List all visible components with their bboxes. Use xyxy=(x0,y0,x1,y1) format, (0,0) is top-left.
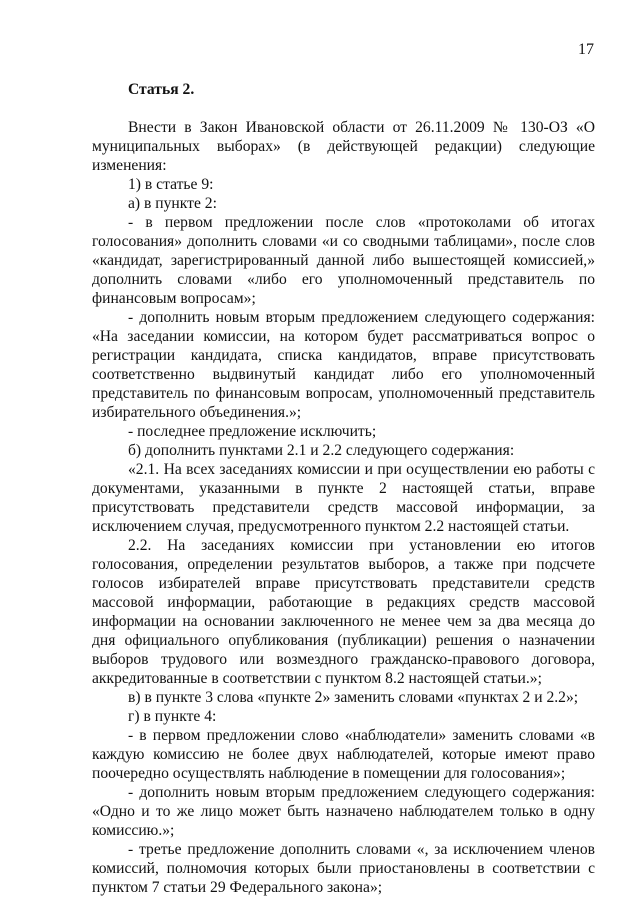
paragraph-intro: Внести в Закон Ивановской области от 26.11.2009 № 130-ОЗ «О муниципальных выборах» (в действующей редакции) следующие изменения: xyxy=(92,119,595,174)
paragraph-amendment: - дополнить новым вторым предложением следующего содержания: «На заседании комиссии, на котором будет рассматриваться вопрос о регистрации кандидата, списка кандидатов, вправе присутствовать соответственно выдвинутый кандидат либо его уполномоченный представитель по финансовым вопросам, уполномоченный представитель избирательного объединения.»; xyxy=(92,309,595,421)
paragraph-amendment: - в первом предложении после слов «протоколами об итогах голосования» дополнить словами «и со сводными таблицами», после слов «кандидат, зарегистрированный данной либо вышестоящей комиссией,» дополнить словами «либо его уполномоченный представитель по финансовым вопросам»; xyxy=(92,214,595,307)
paragraph-amendment: - третье предложение дополнить словами «, за исключением членов комиссий, полномочия которых были приостановлены в соответствии с пунктом 7 статьи 29 Федерального закона»; xyxy=(92,841,595,896)
paragraph-amendment: - в первом предложении слово «наблюдатели» заменить словами «в каждую комиссию не более двух наблюдателей, которые имеют право поочередно осуществлять наблюдение в помещении для голосования»; xyxy=(92,727,595,782)
paragraph-amendment: - дополнить новым вторым предложением следующего содержания: «Одно и то же лицо может быть назначено наблюдателем только в одну комиссию.»; xyxy=(92,784,595,839)
paragraph-subitem-g: г) в пункте 4: xyxy=(128,708,217,725)
paragraph-subitem-v: в) в пункте 3 слова «пункте 2» заменить словами «пунктах 2 и 2.2»; xyxy=(128,689,579,706)
paragraph-quoted-clause: «2.1. На всех заседаниях комиссии и при осуществлении ею работы с документами, указанными в пункте 2 настоящей статьи, вправе присутствовать представители средств массовой информации, за исключением случая, предусмотренного пунктом 2.2 настоящей статьи. xyxy=(92,461,595,535)
paragraph-subitem-a: а) в пункте 2: xyxy=(128,195,217,212)
article-title: Статья 2. xyxy=(128,81,195,98)
paragraph-amendment: - последнее предложение исключить; xyxy=(128,423,377,440)
document-body xyxy=(92,78,595,897)
paragraph-quoted-clause: 2.2. На заседаниях комиссии при установлении ею итогов голосования, определении результатов выборов, а также при подсчете голосов избирателей вправе присутствовать представители средств массовой информации, работающие в редакциях средств массовой информации на основании заключенного не менее чем за два месяца до дня официального опубликования (публикации) решения о назначении выборов трудового или возмездного гражданско-правового договора, аккредитованные в соответствии с пунктом 8.2 настоящей статьи.»; xyxy=(92,537,595,687)
paragraph-subitem-b: б) дополнить пунктами 2.1 и 2.2 следующего содержания: xyxy=(128,442,515,459)
page-number: 17 xyxy=(578,41,594,58)
paragraph-item-1: 1) в статье 9: xyxy=(128,176,214,193)
